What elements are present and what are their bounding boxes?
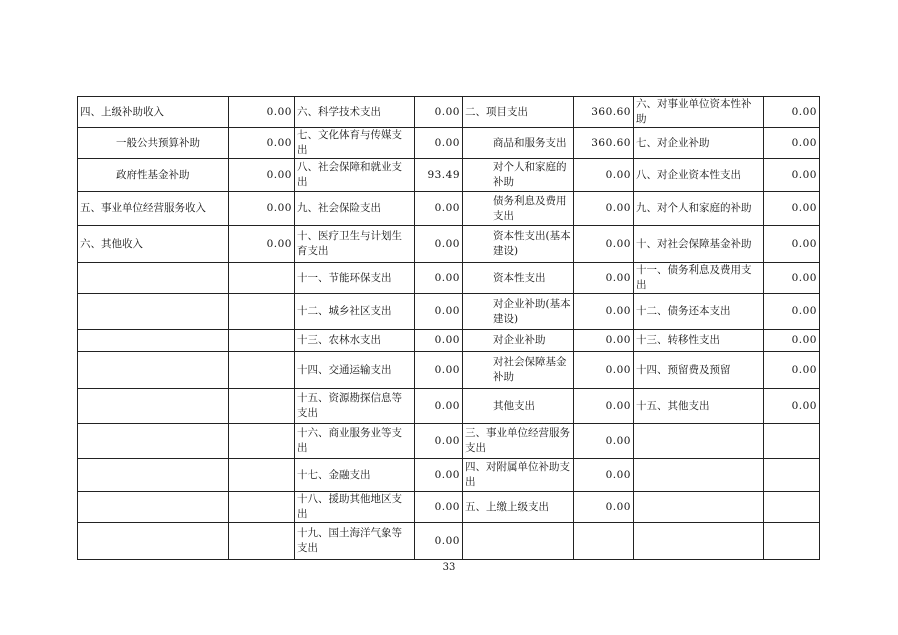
amount-cell: 0.00	[574, 263, 634, 294]
amount-cell	[229, 352, 295, 389]
item-label-cell: 五、上缴上级支出	[463, 492, 574, 523]
amount-cell	[229, 424, 295, 459]
amount-cell: 0.00	[415, 492, 463, 523]
item-label-cell: 十一、节能环保支出	[295, 263, 415, 294]
table-row	[78, 389, 820, 424]
table-row	[78, 523, 820, 560]
amount-cell: 0.00	[415, 459, 463, 492]
item-label-cell: 六、科学技术支出	[295, 97, 415, 128]
amount-cell: 0.00	[764, 226, 820, 263]
table-row	[78, 352, 820, 389]
amount-cell: 0.00	[415, 330, 463, 352]
item-label-cell: 六、其他收入	[78, 226, 229, 263]
item-label-cell: 八、社会保障和就业支出	[295, 159, 415, 192]
amount-cell: 0.00	[764, 159, 820, 192]
amount-cell: 0.00	[574, 159, 634, 192]
amount-cell	[574, 523, 634, 560]
item-label-cell: 十一、债务利息及费用支出	[634, 263, 764, 294]
item-label-cell: 对个人和家庭的补助	[463, 159, 574, 192]
amount-cell: 360.60	[574, 97, 634, 128]
table-row	[78, 192, 820, 226]
amount-cell: 0.00	[574, 459, 634, 492]
item-label-cell: 十、医疗卫生与计划生育支出	[295, 226, 415, 263]
item-label-cell: 十五、资源勘探信息等支出	[295, 389, 415, 424]
item-label-cell: 对企业补助	[463, 330, 574, 352]
amount-cell: 0.00	[415, 263, 463, 294]
amount-cell: 0.00	[574, 330, 634, 352]
item-label-cell: 十八、援助其他地区支出	[295, 492, 415, 523]
amount-cell	[229, 330, 295, 352]
table-row	[78, 294, 820, 330]
item-label-cell: 五、事业单位经营服务收入	[78, 192, 229, 226]
item-label-cell: 十三、农林水支出	[295, 330, 415, 352]
item-label-cell: 十二、债务还本支出	[634, 294, 764, 330]
amount-cell: 0.00	[415, 424, 463, 459]
amount-cell	[764, 492, 820, 523]
item-label-cell: 九、社会保险支出	[295, 192, 415, 226]
amount-cell: 0.00	[764, 263, 820, 294]
item-label-cell	[634, 424, 764, 459]
amount-cell	[229, 294, 295, 330]
item-label-cell: 四、上级补助收入	[78, 97, 229, 128]
page-number: 33	[442, 562, 456, 573]
amount-cell: 0.00	[415, 226, 463, 263]
item-label-cell: 对企业补助(基本建设)	[463, 294, 574, 330]
item-label-cell: 对社会保障基金补助	[463, 352, 574, 389]
budget-table	[77, 96, 820, 560]
item-label-cell: 十六、商业服务业等支出	[295, 424, 415, 459]
item-label-cell: 商品和服务支出	[463, 128, 574, 159]
amount-cell: 0.00	[415, 294, 463, 330]
item-label-cell: 债务利息及费用支出	[463, 192, 574, 226]
item-label-cell: 十、对社会保障基金补助	[634, 226, 764, 263]
item-label-cell: 其他支出	[463, 389, 574, 424]
table-row	[78, 226, 820, 263]
item-label-cell: 政府性基金补助	[78, 159, 229, 192]
item-label-cell: 八、对企业资本性支出	[634, 159, 764, 192]
amount-cell: 0.00	[415, 128, 463, 159]
amount-cell	[764, 459, 820, 492]
table-row	[78, 424, 820, 459]
amount-cell: 0.00	[764, 389, 820, 424]
item-label-cell: 十四、交通运输支出	[295, 352, 415, 389]
amount-cell: 0.00	[574, 294, 634, 330]
item-label-cell	[78, 424, 229, 459]
amount-cell	[764, 424, 820, 459]
amount-cell: 0.00	[764, 128, 820, 159]
amount-cell	[229, 492, 295, 523]
amount-cell: 93.49	[415, 159, 463, 192]
item-label-cell	[78, 492, 229, 523]
item-label-cell: 六、对事业单位资本性补助	[634, 97, 764, 128]
item-label-cell: 十二、城乡社区支出	[295, 294, 415, 330]
amount-cell	[229, 523, 295, 560]
amount-cell: 0.00	[415, 97, 463, 128]
amount-cell: 0.00	[229, 192, 295, 226]
item-label-cell: 十三、转移性支出	[634, 330, 764, 352]
item-label-cell	[78, 459, 229, 492]
amount-cell: 0.00	[574, 192, 634, 226]
amount-cell: 0.00	[574, 389, 634, 424]
item-label-cell	[78, 263, 229, 294]
table-row	[78, 263, 820, 294]
amount-cell: 0.00	[229, 159, 295, 192]
item-label-cell: 十四、预留费及预留	[634, 352, 764, 389]
item-label-cell: 九、对个人和家庭的补助	[634, 192, 764, 226]
item-label-cell: 四、对附属单位补助支出	[463, 459, 574, 492]
item-label-cell: 资本性支出(基本建设)	[463, 226, 574, 263]
table-row	[78, 128, 820, 159]
table-row	[78, 330, 820, 352]
amount-cell: 0.00	[415, 523, 463, 560]
amount-cell: 0.00	[574, 226, 634, 263]
amount-cell: 0.00	[415, 389, 463, 424]
item-label-cell	[78, 294, 229, 330]
item-label-cell	[78, 352, 229, 389]
amount-cell	[229, 389, 295, 424]
amount-cell: 0.00	[415, 352, 463, 389]
table-row	[78, 492, 820, 523]
amount-cell: 0.00	[574, 352, 634, 389]
amount-cell	[229, 263, 295, 294]
item-label-cell: 一般公共预算补助	[78, 128, 229, 159]
item-label-cell	[634, 492, 764, 523]
table-row	[78, 97, 820, 128]
amount-cell: 0.00	[764, 330, 820, 352]
amount-cell: 0.00	[764, 352, 820, 389]
item-label-cell	[78, 330, 229, 352]
item-label-cell: 二、项目支出	[463, 97, 574, 128]
amount-cell: 0.00	[574, 424, 634, 459]
item-label-cell	[463, 523, 574, 560]
item-label-cell: 十七、金融支出	[295, 459, 415, 492]
item-label-cell	[78, 389, 229, 424]
amount-cell: 0.00	[229, 97, 295, 128]
item-label-cell	[78, 523, 229, 560]
item-label-cell: 七、文化体育与传媒支出	[295, 128, 415, 159]
item-label-cell: 资本性支出	[463, 263, 574, 294]
amount-cell: 0.00	[764, 97, 820, 128]
table-row	[78, 459, 820, 492]
amount-cell: 0.00	[764, 192, 820, 226]
item-label-cell: 七、对企业补助	[634, 128, 764, 159]
amount-cell: 0.00	[229, 128, 295, 159]
amount-cell: 0.00	[574, 492, 634, 523]
item-label-cell	[634, 459, 764, 492]
amount-cell	[764, 523, 820, 560]
amount-cell: 0.00	[229, 226, 295, 263]
table-row	[78, 159, 820, 192]
amount-cell: 0.00	[764, 294, 820, 330]
amount-cell: 0.00	[415, 192, 463, 226]
item-label-cell: 十九、国土海洋气象等支出	[295, 523, 415, 560]
item-label-cell	[634, 523, 764, 560]
amount-cell	[229, 459, 295, 492]
item-label-cell: 十五、其他支出	[634, 389, 764, 424]
item-label-cell: 三、事业单位经营服务支出	[463, 424, 574, 459]
amount-cell: 360.60	[574, 128, 634, 159]
